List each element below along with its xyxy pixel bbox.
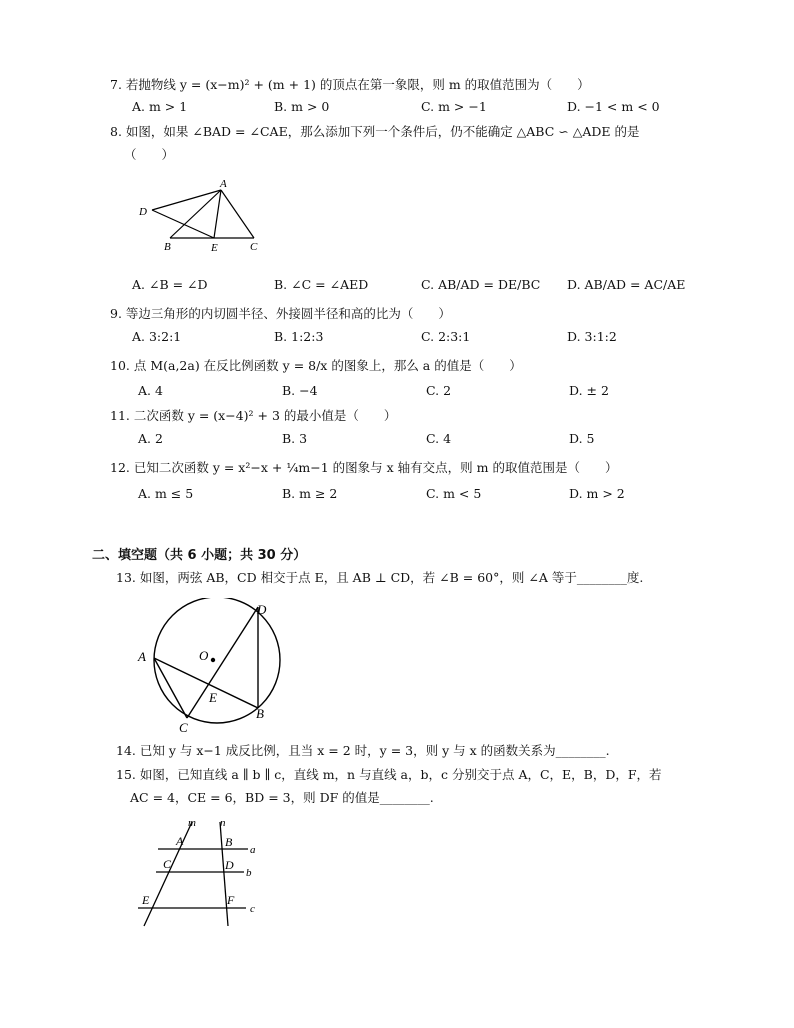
q13-stem: 13. 如图，两弦 AB，CD 相交于点 E，且 AB ⊥ CD，若 ∠B = 60°，则 ∠A 等于________度.	[116, 570, 644, 585]
q13-center-point	[211, 658, 215, 662]
q8-triangle-figure	[132, 172, 272, 256]
q12-option-b: B. m ≥ 2	[282, 486, 338, 501]
q7-option-c: C. m > −1	[421, 99, 487, 114]
q9-option-b: B. 1:2:3	[274, 329, 324, 344]
q15-label-line-c: c	[250, 903, 255, 915]
q8-label-a: A	[220, 178, 227, 190]
q11-option-b: B. 3	[282, 431, 308, 446]
section-2-heading: 二、填空题（共 6 小题；共 30 分）	[92, 548, 307, 563]
q11-stem: 11. 二次函数 y = (x−4)² + 3 的最小值是（ ）	[110, 408, 397, 423]
q14-stem: 14. 已知 y 与 x−1 成反比例，且当 x = 2 时，y = 3，则 y 与 x 的函数关系为________.	[116, 743, 610, 758]
q12-option-d: D. m > 2	[569, 486, 625, 501]
q8-option-c: C. AB/AD = DE/BC	[421, 277, 541, 292]
q9-stem: 9. 等边三角形的内切圆半径、外接圆半径和高的比为（ ）	[110, 306, 451, 321]
q15-label-line-a: a	[250, 844, 256, 856]
q15-stem: 15. 如图，已知直线 a ∥ b ∥ c，直线 m，n 与直线 a，b，c 分别交于点 A，C，E，B，D，F，若	[116, 767, 662, 782]
q8-stem-paren: （ ）	[124, 147, 175, 162]
q13-label-o: O	[199, 648, 209, 663]
q15-label-m: m	[188, 817, 196, 829]
q13-label-c: C	[179, 720, 188, 735]
q10-option-b: B. −4	[282, 383, 318, 398]
q10-option-d: D. ± 2	[569, 383, 609, 398]
q8-option-a: A. ∠B = ∠D	[132, 277, 208, 292]
q10-stem: 10. 点 M(a,2a) 在反比例函数 y = 8/x 的图象上，那么 a 的值是（ ）	[110, 358, 522, 373]
q8-label-d: D	[139, 206, 147, 218]
q13-label-d: D	[257, 602, 267, 617]
q10-option-c: C. 2	[426, 383, 452, 398]
q8-option-b: B. ∠C = ∠AED	[274, 277, 369, 292]
q15-label-d-point: D	[225, 858, 234, 872]
q10-option-a: A. 4	[138, 383, 163, 398]
q9-option-d: D. 3:1:2	[567, 329, 617, 344]
q15-label-f-point: F	[227, 893, 235, 907]
q7-option-b: B. m > 0	[274, 99, 330, 114]
q8-label-c: C	[250, 241, 258, 253]
q15-label-e-point: E	[142, 893, 150, 907]
q15-label-n: n	[220, 817, 226, 829]
q8-stem: 8. 如图，如果 ∠BAD = ∠CAE，那么添加下列一个条件后，仍不能确定 △ABC ∽ △ADE 的是	[110, 124, 640, 139]
q15-label-line-b: b	[246, 867, 252, 879]
q8-label-b: B	[164, 241, 171, 253]
q13-label-b: B	[256, 706, 264, 721]
q9-option-a: A. 3:2:1	[132, 329, 182, 344]
q13-label-e: E	[209, 690, 217, 705]
q12-option-c: C. m < 5	[426, 486, 482, 501]
q13-circle-figure	[132, 598, 288, 738]
q15-label-c-point: C	[163, 857, 172, 871]
q15-parallel-lines-figure	[134, 816, 264, 932]
q12-stem: 12. 已知二次函数 y = x²−x + ¼m−1 的图象与 x 轴有交点，则 m 的取值范围是（ ）	[110, 460, 618, 475]
q11-option-a: A. 2	[138, 431, 163, 446]
q11-option-d: D. 5	[569, 431, 595, 446]
q7-option-a: A. m > 1	[132, 99, 188, 114]
q15-stem-line2: AC = 4，CE = 6，BD = 3，则 DF 的值是________.	[130, 790, 434, 805]
q7-option-d: D. −1 < m < 0	[567, 99, 660, 114]
q11-option-c: C. 4	[426, 431, 452, 446]
q15-label-b-point: B	[225, 835, 233, 849]
q13-label-a: A	[138, 649, 146, 664]
q8-label-e: E	[211, 242, 218, 254]
q8-option-d: D. AB/AD = AC/AE	[567, 277, 686, 292]
q15-label-a-point: A	[176, 834, 184, 848]
q12-option-a: A. m ≤ 5	[138, 486, 194, 501]
q9-option-c: C. 2:3:1	[421, 329, 471, 344]
q7-stem: 7. 若抛物线 y = (x−m)² + (m + 1) 的顶点在第一象限，则 m 的取值范围为（ ）	[110, 77, 590, 92]
